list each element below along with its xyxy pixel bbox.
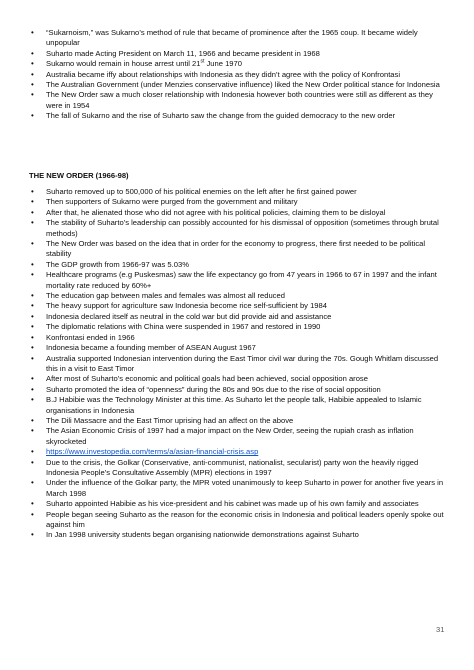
list-item-text: Due to the crisis, the Golkar (Conservative, anti-communist, nationalist, secularist) party won the heavily rigged Indonesia People’s Consultative Assembly (MPR) elections in 1997 bbox=[46, 457, 419, 477]
list-item-text: Suharto removed up to 500,000 of his political enemies on the left after he first gained power bbox=[46, 187, 357, 196]
list-item bbox=[29, 28, 449, 49]
list-item bbox=[29, 301, 449, 311]
bullet-icon: • bbox=[31, 374, 34, 384]
list-item bbox=[29, 354, 449, 375]
list-item-text: Suharto made Acting President on March 11, 1966 and became president in 1968 bbox=[46, 48, 320, 58]
bullet-icon: • bbox=[31, 415, 34, 425]
list-item-text: The heavy support for agriculture saw Indonesia become rice self-sufficient by 1984 bbox=[46, 301, 327, 311]
list-item-text: The New Order saw a much closer relationship with Indonesia however both countries were still as different as they were in 1954 bbox=[46, 90, 433, 110]
date-ordinal-suffix: st bbox=[200, 58, 205, 65]
bullet-icon: • bbox=[31, 218, 34, 228]
bullet-icon: • bbox=[31, 28, 34, 37]
list-item bbox=[29, 187, 449, 197]
bullet-icon: • bbox=[31, 530, 34, 540]
list-item-text: After that, he alienated those who did not agree with his political policies, claiming them to be disloyal bbox=[46, 207, 386, 217]
list-item bbox=[29, 218, 449, 239]
bullet-icon: • bbox=[31, 291, 34, 301]
bullet-icon: • bbox=[31, 259, 34, 269]
list-item-text: The diplomatic relations with China were suspended in 1967 and restored in 1990 bbox=[46, 322, 321, 332]
list-item bbox=[29, 447, 449, 457]
list-item-text: After most of Suharto’s economic and political goals had been achieved, social opposition arose bbox=[46, 374, 368, 384]
bullet-icon: • bbox=[31, 353, 34, 363]
list-item bbox=[29, 312, 449, 322]
list-item-text: Under the influence of the Golkar party, the MPR voted unanimously to keep Suharto in power for another five years in March 1998 bbox=[46, 478, 444, 498]
bullet-icon: • bbox=[31, 207, 34, 217]
list-item-text: Indonesia declared itself as neutral in the cold war but did provide aid and assistance bbox=[46, 311, 332, 321]
bullet-icon: • bbox=[31, 509, 34, 519]
bullet-icon: • bbox=[31, 499, 34, 509]
bullet-list-sukarno bbox=[29, 28, 449, 122]
list-item bbox=[29, 239, 449, 260]
list-item-text: B.J Habibie was the Technology Minister at this time. As Suharto let the people talk, Habibie appealed to Islamic organisations in Indonesia bbox=[46, 395, 422, 415]
list-item bbox=[29, 49, 449, 59]
bullet-icon: • bbox=[31, 90, 34, 100]
list-item-text: Australia supported Indonesian intervention during the East Timor civil war during the 70s. Gough Whitlam discussed this in a visit to East Timor bbox=[46, 353, 439, 373]
list-item-text: “Sukarnoism,” was Sukarno’s method of rule that became of prominence after the 1965 coup. It became widely unpopular bbox=[46, 28, 418, 48]
list-item-text: The Dili Massacre and the East Timor uprising had an affect on the above bbox=[46, 415, 294, 425]
list-item bbox=[29, 208, 449, 218]
bullet-icon: • bbox=[31, 343, 34, 353]
list-item bbox=[29, 70, 449, 80]
list-item bbox=[29, 499, 449, 509]
page-number: 31 bbox=[436, 625, 445, 634]
bullet-icon: • bbox=[31, 395, 34, 405]
list-item-text: The New Order was based on the idea that in order for the economy to progress, there first needed to be political stability bbox=[46, 239, 426, 259]
bullet-icon: • bbox=[31, 311, 34, 321]
bullet-icon: • bbox=[31, 59, 34, 69]
section-heading: THE NEW ORDER (1966-98) bbox=[29, 171, 129, 180]
list-item bbox=[29, 197, 449, 207]
list-item bbox=[29, 291, 449, 301]
bullet-icon: • bbox=[31, 197, 34, 207]
bullet-icon: • bbox=[31, 69, 34, 79]
bullet-icon: • bbox=[31, 457, 34, 467]
bullet-icon: • bbox=[31, 322, 34, 332]
list-item bbox=[29, 530, 449, 540]
list-item bbox=[29, 80, 449, 90]
list-item-text: The Australian Government (under Menzies conservative influence) liked the New Order political stance for Indonesia bbox=[46, 80, 440, 90]
list-item bbox=[29, 333, 449, 343]
bullet-icon: • bbox=[31, 478, 34, 488]
list-item bbox=[29, 416, 449, 426]
list-item-text: Suharto appointed Habibie as his vice-president and his cabinet was made up of his own family and associates bbox=[46, 499, 419, 509]
list-item-text: The stability of Suharto’s leadership can possibly accounted for his dismissal of opposition (sometimes through brutal methods) bbox=[46, 218, 439, 238]
list-item-text: Australia became iffy about relationships with Indonesia as they didn’t agree with the policy of Konfrontasi bbox=[46, 69, 401, 79]
list-item bbox=[29, 426, 449, 447]
investopedia-link[interactable]: https://www.investopedia.com/terms/a/asian-financial-crisis.asp bbox=[46, 447, 259, 457]
list-item bbox=[29, 374, 449, 384]
list-item-text: Indonesia became a founding member of ASEAN August 1967 bbox=[46, 343, 256, 353]
list-item-text: Suharto promoted the idea of “openness” during the 80s and 90s due to the rise of social opposition bbox=[46, 384, 381, 394]
bullet-icon: • bbox=[31, 111, 34, 121]
list-item-text: People began seeing Suharto as the reason for the economic crisis in Indonesia and political leaders openly spoke out against him bbox=[46, 509, 444, 529]
list-item-text: Then supporters of Sukarno were purged from the government and military bbox=[46, 197, 298, 207]
bullet-icon: • bbox=[31, 187, 34, 196]
list-item bbox=[29, 111, 449, 121]
list-item-text: The fall of Sukarno and the rise of Suharto saw the change from the guided democracy to the new order bbox=[46, 111, 396, 121]
bullet-icon: • bbox=[31, 48, 34, 58]
list-item-text: Sukarno would remain in house arrest until 21 bbox=[46, 59, 201, 69]
list-item bbox=[29, 270, 449, 291]
list-item-text: In Jan 1998 university students began organising nationwide demonstrations against Suharto bbox=[46, 530, 359, 540]
bullet-icon: • bbox=[31, 80, 34, 90]
list-item bbox=[29, 343, 449, 353]
list-item bbox=[29, 90, 449, 111]
bullet-list-new-order bbox=[29, 187, 449, 541]
list-item-text-tail: June 1970 bbox=[204, 59, 242, 69]
list-item-text: Konfrontasi ended in 1966 bbox=[46, 332, 135, 342]
bullet-icon: • bbox=[31, 270, 34, 280]
bullet-icon: • bbox=[31, 332, 34, 342]
bullet-icon: • bbox=[31, 301, 34, 311]
list-item-text: The GDP growth from 1966-97 was 5.03% bbox=[46, 259, 189, 269]
list-item bbox=[29, 260, 449, 270]
list-item-text: Healthcare programs (e.g Puskesmas) saw the life expectancy go from 47 years in 1966 to 67 in 1997 and the infant mortality rate reduced by 60%+ bbox=[46, 270, 437, 290]
list-item bbox=[29, 478, 449, 499]
list-item bbox=[29, 458, 449, 479]
list-item bbox=[29, 395, 449, 416]
list-item-text: The education gap between males and females was almost all reduced bbox=[46, 291, 285, 301]
bullet-icon: • bbox=[31, 239, 34, 249]
list-item bbox=[29, 322, 449, 332]
list-item bbox=[29, 510, 449, 531]
bullet-icon: • bbox=[31, 426, 34, 436]
list-item-text: The Asian Economic Crisis of 1997 had a major impact on the New Order, seeing the rupiah crash as inflation skyrocketed bbox=[46, 426, 414, 446]
bullet-icon: • bbox=[31, 447, 34, 457]
bullet-icon: • bbox=[31, 384, 34, 394]
list-item bbox=[29, 59, 449, 69]
list-item bbox=[29, 385, 449, 395]
